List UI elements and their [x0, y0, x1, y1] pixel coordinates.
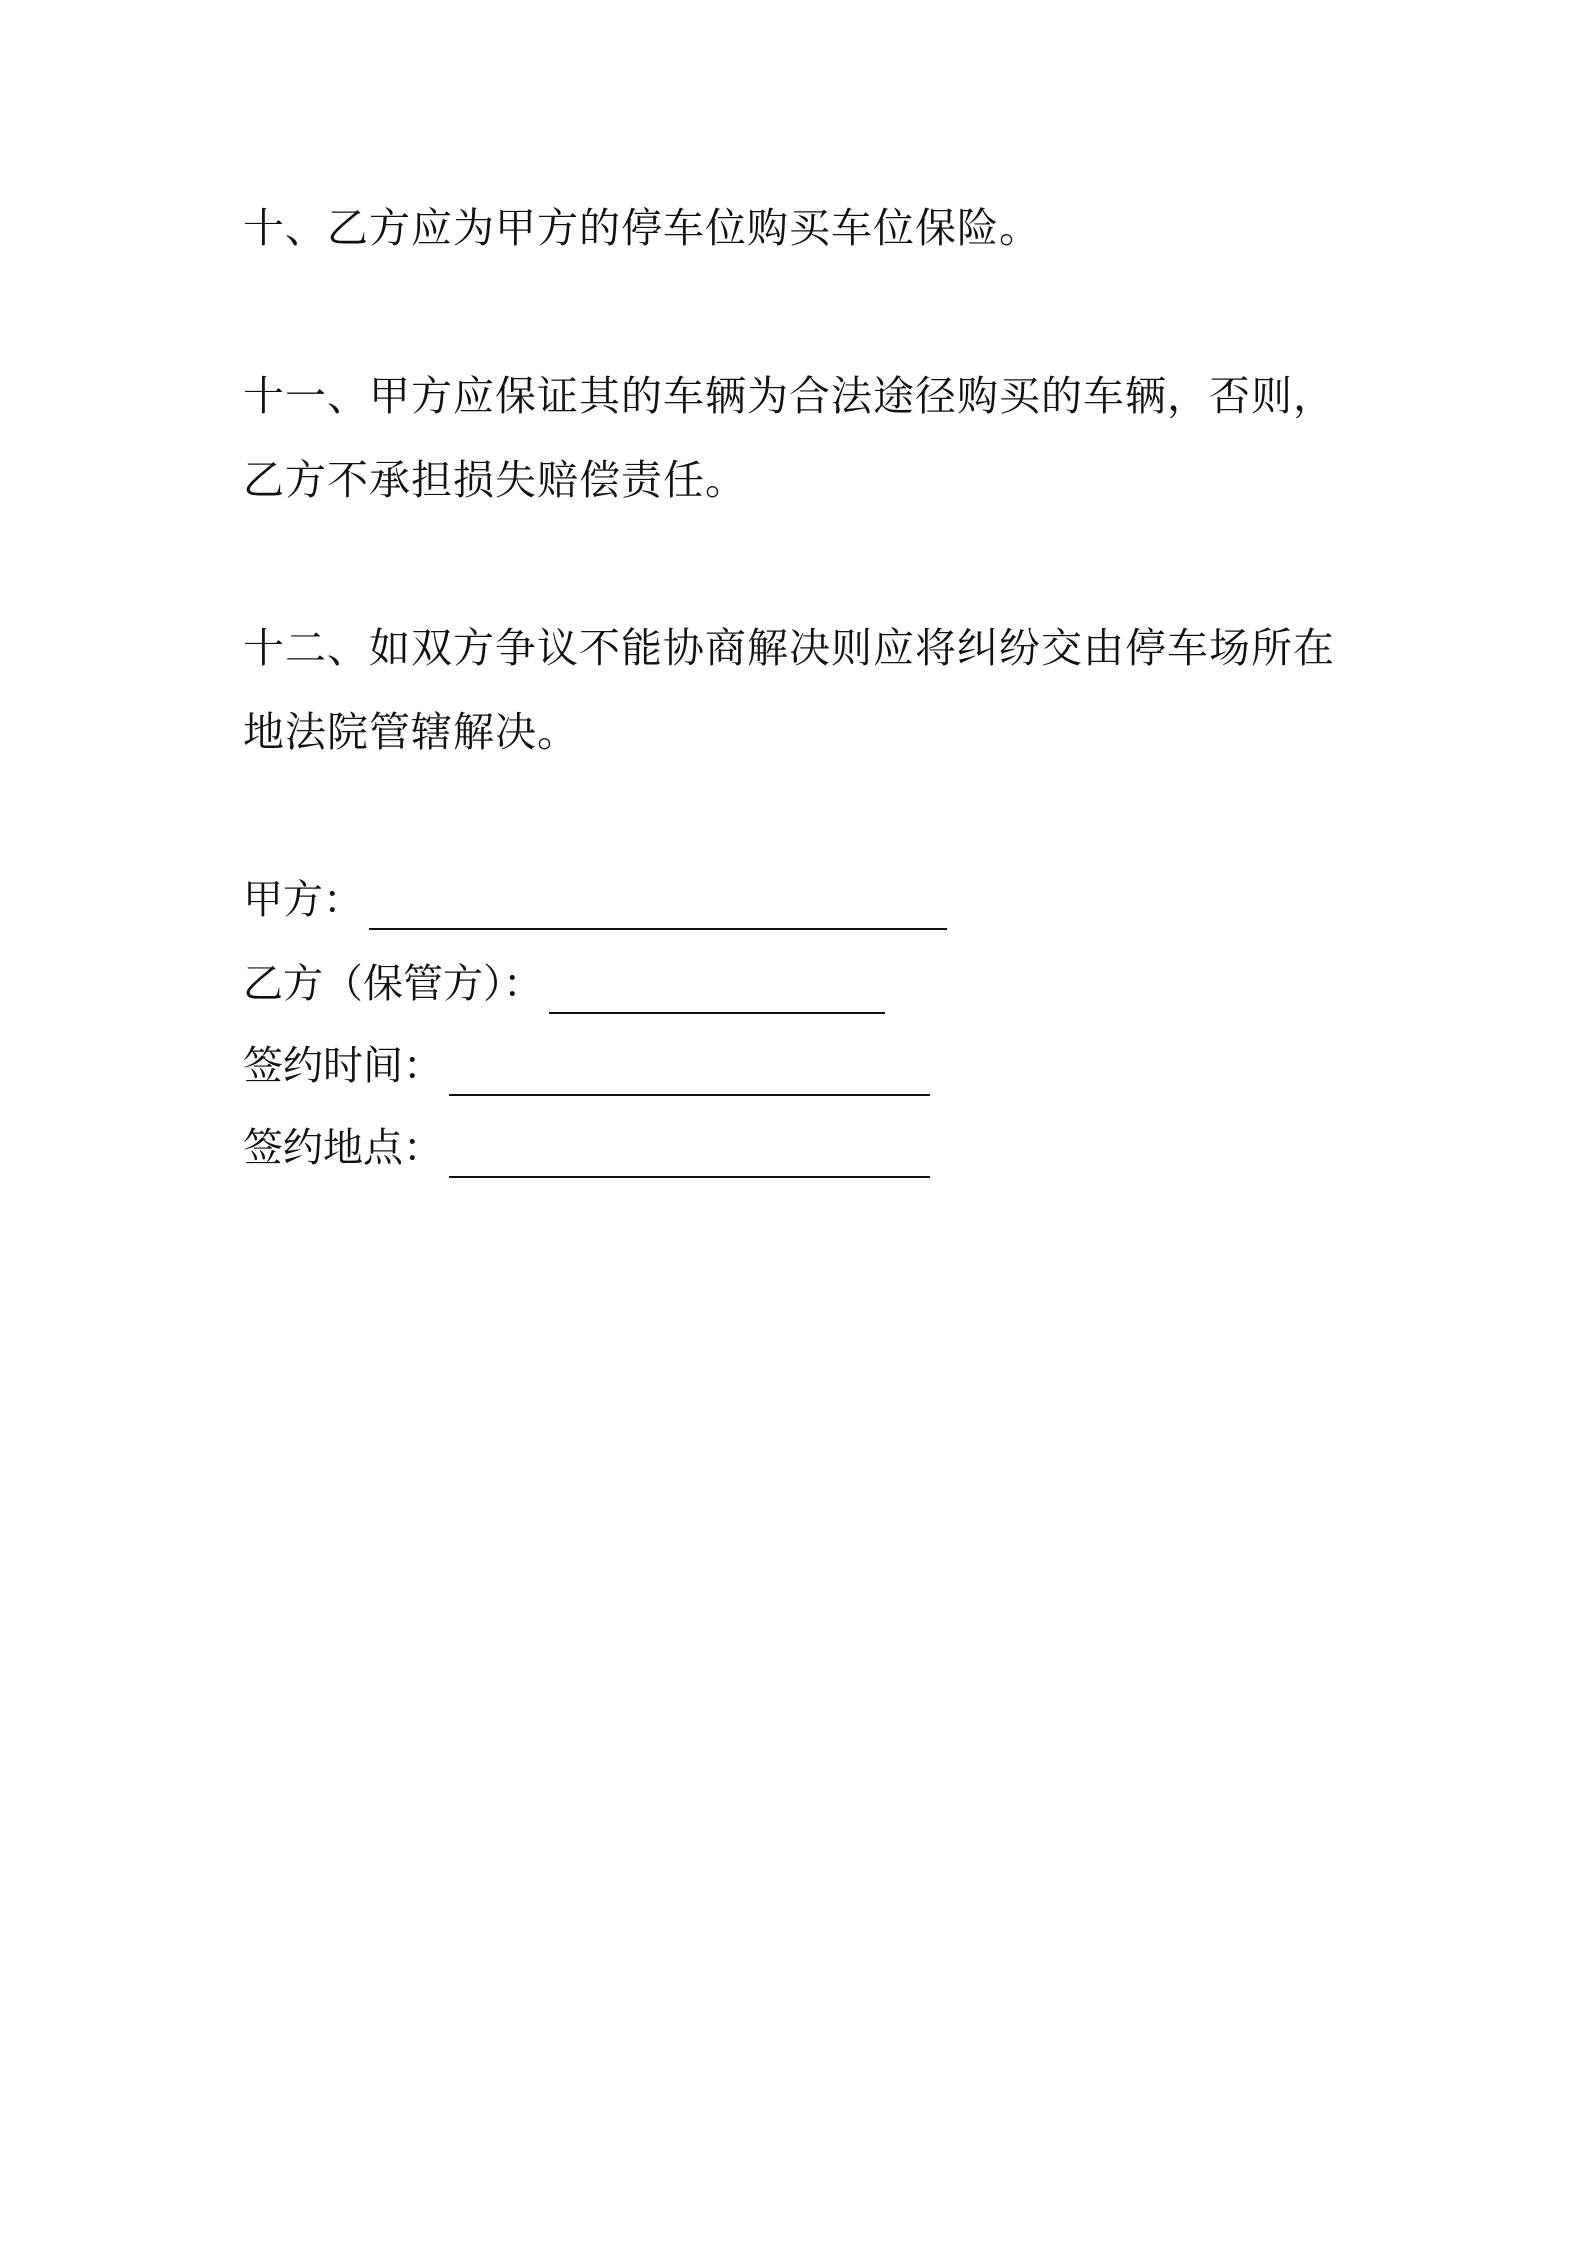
signing-place-blank	[449, 1132, 930, 1178]
clause-line: 地法院管辖解决。	[243, 708, 579, 756]
clause-11	[243, 354, 1373, 522]
signing-date	[243, 1036, 930, 1096]
party-b-signature-blank	[549, 968, 885, 1014]
party-b-label: 乙方（保管方）：	[243, 961, 543, 1007]
signing-date-label: 签约时间：	[243, 1043, 443, 1089]
clause-12	[243, 606, 1373, 774]
clause-line: 十一、甲方应保证其的车辆为合法途径购买的车辆，否则，	[243, 372, 1335, 420]
clause-10	[243, 186, 1373, 270]
signing-date-blank	[449, 1050, 930, 1096]
signing-place	[243, 1118, 930, 1178]
clause-line: 乙方不承担损失赔偿责任。	[243, 456, 747, 504]
clause-line: 十二、如双方争议不能协商解决则应将纠纷交由停车场所在	[243, 624, 1335, 672]
party-a-label: 甲方：	[243, 877, 363, 923]
clause-line: 十、乙方应为甲方的停车位购买车位保险。	[243, 204, 1041, 252]
party-a-signature-blank	[369, 884, 947, 930]
signature-party-a	[243, 870, 947, 930]
signing-place-label: 签约地点：	[243, 1125, 443, 1171]
signature-party-b	[243, 954, 885, 1014]
